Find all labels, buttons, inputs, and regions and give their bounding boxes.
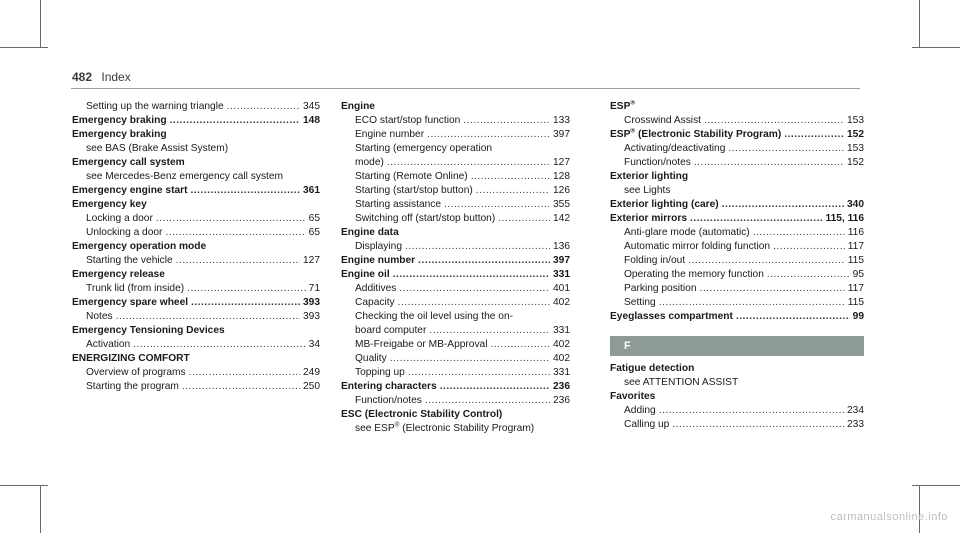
entry-text: Favorites (610, 391, 656, 402)
index-subentry (610, 240, 864, 254)
page-reference: 153 (847, 143, 864, 154)
entry-text: Function/notes (355, 395, 422, 406)
index-heading (610, 310, 864, 324)
page-title: Index (101, 70, 131, 84)
entry-text: Displaying (355, 241, 402, 252)
page-reference: 397 (553, 129, 570, 140)
entry-text: Exterior lighting (610, 171, 689, 182)
index-subentry (72, 170, 320, 184)
entry-text: Engine (341, 101, 375, 112)
leader-dots (767, 268, 850, 282)
entry-text: Emergency call system (72, 157, 185, 168)
entry-text: Emergency release (72, 269, 165, 280)
leader-dots (722, 198, 844, 212)
index-heading (72, 268, 320, 282)
entry-text: Calling up (624, 419, 670, 430)
page-reference: 136 (553, 241, 570, 252)
crop-mark (912, 485, 960, 486)
index-subentry (610, 142, 864, 156)
leader-dots (387, 156, 550, 170)
leader-dots (728, 142, 844, 156)
entry-text: see ESP® (Electronic Stability Program) (355, 421, 535, 434)
page-reference: 236 (553, 381, 570, 392)
entry-text: Automatic mirror folding function (624, 241, 771, 252)
index-heading (610, 128, 864, 142)
index-subentry (72, 142, 320, 156)
index-heading (72, 198, 320, 212)
index-column-3 (610, 100, 864, 432)
entry-text: Fatigue detection (610, 363, 695, 374)
page-reference: 233 (847, 419, 864, 430)
entry-text: ENERGIZING COMFORT (72, 353, 190, 364)
page-reference: 116 (847, 227, 864, 238)
index-heading (72, 296, 320, 310)
entry-text: ESP® (610, 99, 636, 112)
entry-text: Locking a door (86, 213, 153, 224)
index-subentry (610, 418, 864, 432)
page-number: 482 (72, 70, 93, 84)
index-subentry (341, 128, 570, 142)
index-subentry (610, 296, 864, 310)
index-list-f (610, 362, 864, 432)
page-reference: 397 (553, 255, 570, 266)
index-subentry (341, 366, 570, 380)
entry-text: Trunk lid (from inside) (86, 283, 185, 294)
entry-text: ESC (Electronic Stability Control) (341, 409, 503, 420)
index-heading (610, 170, 864, 184)
entry-text: Activating/deactivating (624, 143, 726, 154)
page-reference: 152 (847, 129, 864, 140)
leader-dots (498, 212, 550, 226)
index-subentry (610, 282, 864, 296)
entry-text: see Lights (624, 185, 671, 196)
entry-text: see BAS (Brake Assist System) (86, 143, 229, 154)
entry-text: Unlocking a door (86, 227, 163, 238)
index-heading (610, 198, 864, 212)
leader-dots (659, 296, 845, 310)
leader-dots (418, 254, 550, 268)
leader-dots (476, 184, 550, 198)
entry-text: see Mercedes-Benz emergency call system (86, 171, 284, 182)
index-subentry (610, 254, 864, 268)
page-reference: 234 (847, 405, 864, 416)
index-heading (341, 100, 570, 114)
page-reference: 115 (847, 255, 864, 266)
entry-text: Starting assistance (355, 199, 442, 210)
leader-dots (408, 366, 550, 380)
entry-text: Entering characters (341, 381, 437, 392)
leader-dots (784, 128, 844, 142)
page-reference: 115, 116 (825, 213, 864, 224)
page-reference: 99 (852, 311, 864, 322)
entry-text: Setting up the warning triangle (86, 101, 224, 112)
page-reference: 117 (847, 283, 864, 294)
index-subentry (341, 156, 570, 170)
leader-dots (490, 338, 550, 352)
entry-text: Engine oil (341, 269, 390, 280)
entry-text: Capacity (355, 297, 395, 308)
entry-text: Emergency braking (72, 115, 167, 126)
page-reference: 65 (308, 227, 320, 238)
index-subentry (610, 184, 864, 198)
leader-dots (753, 226, 845, 240)
page-reference: 250 (303, 381, 320, 392)
page-reference: 236 (553, 395, 570, 406)
index-subentry (341, 142, 570, 156)
index-heading (610, 100, 864, 114)
index-subentry (72, 338, 320, 352)
page-reference: 128 (553, 171, 570, 182)
entry-text: Topping up (355, 367, 405, 378)
entry-text: Notes (86, 311, 113, 322)
index-subentry (341, 310, 570, 324)
leader-dots (187, 282, 306, 296)
entry-text: Starting the vehicle (86, 255, 173, 266)
page-reference: 393 (303, 311, 320, 322)
watermark: carmanualsonline.info (830, 511, 948, 523)
leader-dots (736, 310, 850, 324)
entry-text: Exterior lighting (care) (610, 199, 719, 210)
leader-dots (690, 212, 822, 226)
index-subentry (610, 114, 864, 128)
leader-dots (688, 254, 845, 268)
crop-mark (40, 0, 41, 48)
entry-text: Starting the program (86, 381, 179, 392)
page-reference: 65 (308, 213, 320, 224)
index-heading (341, 254, 570, 268)
index-heading (341, 268, 570, 282)
index-subentry (341, 324, 570, 338)
leader-dots (156, 212, 306, 226)
entry-text: Emergency operation mode (72, 241, 207, 252)
entry-text: Engine number (355, 129, 425, 140)
page-reference: 361 (303, 185, 320, 196)
index-subentry (72, 212, 320, 226)
page-reference: 340 (847, 199, 864, 210)
index-subentry (341, 170, 570, 184)
entry-text: board computer (355, 325, 427, 336)
entry-text: Function/notes (624, 157, 691, 168)
leader-dots (704, 114, 844, 128)
entry-text: Additives (355, 283, 397, 294)
crop-mark (0, 47, 48, 48)
entry-text: Parking position (624, 283, 697, 294)
index-subentry (341, 240, 570, 254)
index-subentry (610, 404, 864, 418)
index-heading (72, 240, 320, 254)
page-header (72, 70, 131, 84)
index-subentry (72, 366, 320, 380)
entry-text: Checking the oil level using the on- (355, 311, 514, 322)
index-list-e (610, 100, 864, 324)
entry-text: Adding (624, 405, 656, 416)
leader-dots (471, 170, 550, 184)
entry-text: ECO start/stop function (355, 115, 461, 126)
index-subentry (72, 226, 320, 240)
index-subentry (341, 296, 570, 310)
crop-mark (912, 47, 960, 48)
leader-dots (227, 100, 300, 114)
page-reference: 393 (303, 297, 320, 308)
page-reference: 331 (553, 269, 570, 280)
page-reference: 127 (303, 255, 320, 266)
index-column-1 (72, 100, 320, 394)
leader-dots (191, 184, 301, 198)
entry-text: Starting (emergency operation (355, 143, 493, 154)
entry-text: mode) (355, 157, 384, 168)
entry-text: Activation (86, 339, 131, 350)
entry-text: Switching off (start/stop button) (355, 213, 496, 224)
page-reference: 331 (553, 325, 570, 336)
index-subentry (341, 422, 570, 436)
index-subentry (341, 338, 570, 352)
page-reference: 115 (847, 297, 864, 308)
leader-dots (444, 198, 550, 212)
index-subentry (610, 376, 864, 390)
page-reference: 117 (847, 241, 864, 252)
index-heading (610, 212, 864, 226)
index-subentry (72, 380, 320, 394)
page-reference: 127 (553, 157, 570, 168)
entry-text: Engine data (341, 227, 399, 238)
crop-mark (40, 485, 41, 533)
leader-dots (390, 352, 550, 366)
leader-dots (182, 380, 300, 394)
entry-text: Quality (355, 353, 387, 364)
leader-dots (463, 114, 550, 128)
page-reference: 249 (303, 367, 320, 378)
entry-text: Operating the memory function (624, 269, 764, 280)
index-heading (341, 226, 570, 240)
leader-dots (425, 394, 550, 408)
leader-dots (176, 254, 300, 268)
index-heading (72, 352, 320, 366)
index-heading (72, 184, 320, 198)
leader-dots (170, 114, 300, 128)
page-reference: 126 (553, 185, 570, 196)
page-reference: 331 (553, 367, 570, 378)
index-subentry (610, 268, 864, 282)
page-reference: 402 (553, 339, 570, 350)
index-subentry (610, 226, 864, 240)
index-column-2 (341, 100, 570, 436)
crop-mark (0, 485, 48, 486)
entry-text: Emergency spare wheel (72, 297, 189, 308)
page-reference: 401 (553, 283, 570, 294)
entry-text: Overview of programs (86, 367, 186, 378)
entry-text: Starting (Remote Online) (355, 171, 468, 182)
leader-dots (189, 366, 300, 380)
index-heading (341, 408, 570, 422)
index-heading (72, 324, 320, 338)
entry-text: Emergency key (72, 199, 147, 210)
entry-text: Setting (624, 297, 656, 308)
entry-text: Engine number (341, 255, 416, 266)
index-heading (341, 380, 570, 394)
index-subentry (341, 184, 570, 198)
index-subentry (72, 310, 320, 324)
index-subentry (72, 254, 320, 268)
page-reference: 133 (553, 115, 570, 126)
leader-dots (427, 128, 550, 142)
page-reference: 148 (303, 115, 320, 126)
entry-text: Crosswind Assist (624, 115, 701, 126)
leader-dots (440, 380, 550, 394)
index-heading (610, 362, 864, 376)
leader-dots (191, 296, 300, 310)
page-reference: 34 (308, 339, 320, 350)
leader-dots (165, 226, 305, 240)
index-subentry (341, 198, 570, 212)
entry-text: Emergency braking (72, 129, 167, 140)
entry-text: Exterior mirrors (610, 213, 688, 224)
page-reference: 95 (852, 269, 864, 280)
index-heading (72, 128, 320, 142)
leader-dots (773, 240, 845, 254)
index-subentry (610, 156, 864, 170)
index-heading (72, 114, 320, 128)
index-subentry (341, 394, 570, 408)
section-header-f: F (610, 336, 864, 356)
page-reference: 402 (553, 297, 570, 308)
leader-dots (672, 418, 844, 432)
index-subentry (341, 114, 570, 128)
leader-dots (405, 240, 550, 254)
leader-dots (393, 268, 550, 282)
crop-mark (919, 485, 920, 533)
leader-dots (398, 296, 550, 310)
entry-text: Anti-glare mode (automatic) (624, 227, 750, 238)
entry-text: ESP® (Electronic Stability Program) (610, 127, 782, 140)
entry-text: Eyeglasses compartment (610, 311, 733, 322)
index-subentry (341, 282, 570, 296)
index-heading (610, 390, 864, 404)
entry-text: Emergency engine start (72, 185, 188, 196)
leader-dots (429, 324, 550, 338)
crop-mark (919, 0, 920, 48)
leader-dots (659, 404, 844, 418)
leader-dots (133, 338, 305, 352)
page-reference: 152 (847, 157, 864, 168)
index-subentry (72, 100, 320, 114)
index-heading (72, 156, 320, 170)
header-divider (71, 88, 860, 89)
entry-text: Folding in/out (624, 255, 686, 266)
page-reference: 355 (553, 199, 570, 210)
index-subentry (341, 352, 570, 366)
page-reference: 71 (308, 283, 320, 294)
entry-text: MB-Freigabe or MB-Approval (355, 339, 488, 350)
page-reference: 153 (847, 115, 864, 126)
leader-dots (694, 156, 844, 170)
leader-dots (116, 310, 300, 324)
page-reference: 402 (553, 353, 570, 364)
index-subentry (341, 212, 570, 226)
page-reference: 345 (303, 101, 320, 112)
index-subentry (72, 282, 320, 296)
entry-text: Starting (start/stop button) (355, 185, 473, 196)
page-reference: 142 (553, 213, 570, 224)
leader-dots (700, 282, 845, 296)
entry-text: Emergency Tensioning Devices (72, 325, 225, 336)
leader-dots (399, 282, 550, 296)
entry-text: see ATTENTION ASSIST (624, 377, 739, 388)
